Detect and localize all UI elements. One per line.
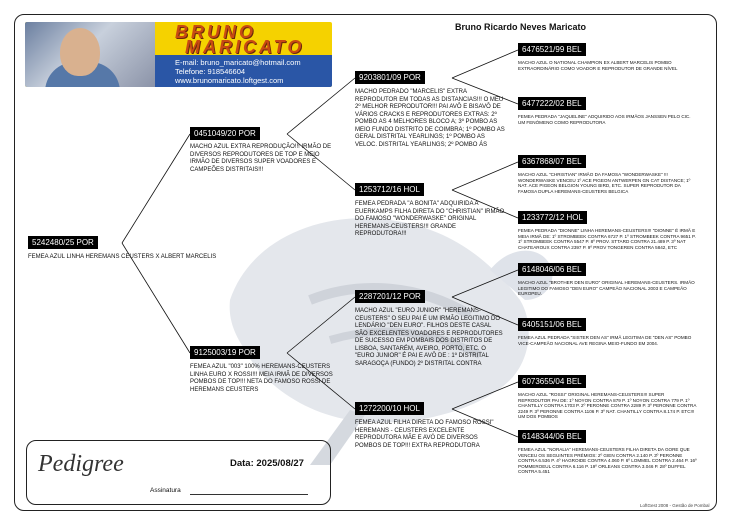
dam-id: 9125003/19 POR <box>190 346 260 359</box>
dam-dam-description: FEMEA AZUL FILHA DIRETA DO FAMOSO ROSSI" HEREMANS - CEUSTERS EXCELENTE REPRODUTORA MÃE E AVÓ DE DIVERSOS POMBOS DE TOP!!! EXTRA REPRODUTORA <box>355 420 494 449</box>
phone-text: Telefone: 918546604 <box>175 67 246 76</box>
ggp-6-description: FEMEA AZUL PEDRADA "SISTER DEN AS" IRMÃ LEGITIMA DE "DEN AS" POMBO VICE-CAMPEÃO NACIONAL AVE REGINA MEIO-FUNDO EM 2004. <box>518 335 692 346</box>
sire-dam-id: 1253712/16 HOL <box>355 183 424 196</box>
sire-description: MACHO AZUL EXTRA REPRODUÇÃO!!! IRMÃO DE DIVERSOS REPRODUTORES DE TOP E MEIO IRMÃO DE DIVERSOS SUPER VOADORES E CAMPEÕES DISTRITAIS!!! <box>190 144 332 173</box>
ggp-1-id: 6476521/99 BEL <box>518 43 586 56</box>
ggp-6-id: 6405151/06 BEL <box>518 318 586 331</box>
ggp-1-description: MACHO AZUL O NATIONAL CHAMPION EX ALBERT MARCELIS POMBO EXTRAORDINÁRIO COMO VOADOR E REPRODUTOR DE GRANDE NÍVEL <box>518 60 678 71</box>
ggp-5-id: 6148046/06 BEL <box>518 263 586 276</box>
ggp-7-description: MACHO AZUL "ROSSI" ORIGINAL HEREMANS-CEUSTERS!!! SUPER REPRODUTOR PAI DE: 1º NOYON CONTRA 879 P. 1º NOYON CONTRA 779 P. 1º CHANTILLY CONTRA 1703 P. 2º PERONNE CONTRA 2289 P. 3º PERONNE CONTRA 2249 P. 3º PERONNE CONTRA 1106 P. 3º NAT. CHANTILLY CONTRA 8.174 P. ETC!!! UM DOS POMBOS <box>518 392 697 420</box>
sire-dam-description: FEMEA PEDRADA "A BONITA" ADQUIRIDA A EUERKAMPS FILHA DIRETA DO "CHRISTIAN" IRMÃO DO FAMOSO "WONDERWASKE" ORIGINAL HEREMANS-CEUSTERS!!! GRANDE REPRODUTORA!!! <box>355 201 505 237</box>
owner-title: Bruno Ricardo Neves Maricato <box>455 22 587 32</box>
dam-sire-id: 2287201/12 POR <box>355 290 425 303</box>
dam-description: FEMEA AZUL "003" 100% HEREMANS-CEUSTERS LINHA EURO X ROSSI!!! MEIA IRMÃ DE DIVERSOS POMBOS DE TOP!!! NETA DO FAMOSO ROSSI DE HEREMANS CEUSTERS <box>190 364 333 393</box>
dam-sire-description: MACHO AZUL "EURO JUNIOR" "HEREMANS-CEUSTERS" O SEU PAI É UM IRMÃO LEGITIMO DO LENDÁRIO "DEN EURO". FILHOS DESTE CASAL SÃO EXCELENTES VOADORES E REPRODUTORES DE SUCESSO EM POMBAIS DOS DISTRITOS DE LISBOA, SANTARÉM, AVEIRO, PORTO, ETC. O "EURO JUNIOR" É PAI E AVÔ DE : 1º DISTRITAL SARAGOÇA (FUNDO) 2º DISTRITAL CONTRA <box>355 308 503 367</box>
ggp-4-id: 1233772/12 HOL <box>518 211 587 224</box>
ggp-2-description: FEMEA PEDRADA "JAQUELINE" ADQUIRIDO AOS IRMÃOS JANSSEN PELO CIC. UM FENÓMENO COMO REPRODUTORA <box>518 114 691 125</box>
subject-id: 5242480/25 POR <box>28 236 98 249</box>
sire-sire-description: MACHO PEDRADO "MARCELIS" EXTRA REPRODUTOR EM TODAS AS DISTANCIAS!!! O MEU 2º MELHOR REPRODUTOR!!! PAI AVÔ E BISAVÔ DE VÁRIOS CRACKS E REPRODUTORES EXTRAS: 2º POMBO AS 4 MELHORES BLOCO A; 3º POMBO AS MEIO FUNDO DISTRITO DE COIMBRA; 1º POMBO AS GERAL DISTRITAL YEARLINGS; 1º POMBO AS VELOC. DISTRITAL YEARLINGS; 2º POMBO ÁS <box>355 89 505 148</box>
banner-name-last: MARICATO <box>185 37 305 57</box>
ggp-7-id: 6073655/04 BEL <box>518 375 586 388</box>
issue-date: Data: 2025/08/27 <box>230 458 304 469</box>
ggp-5-description: MACHO AZUL "BROTHER DEN EURO" ORIGINAL HEREMANS-CEUSTERS. IRMÃO LEGITIMO DO FAMOSO "DEN EURO" CAMPEÃO NACIONAL 2003 E CAMPEÃO EUROPEU. <box>518 280 695 297</box>
subject-description: FEMEA AZUL LINHA HEREMANS CEUSTERS X ALBERT MARCELIS <box>28 254 217 260</box>
sire-sire-id: 9203801/09 POR <box>355 71 425 84</box>
ggp-8-id: 6148344/06 BEL <box>518 430 586 443</box>
ggp-8-description: FEMEA AZUL "NORALIA" HEREMANS-CEUSTERS FILHA DIRETA DA GORE QUE VENCEU OS SEGUINTES PRÉMIOS: 2º GIEN CONTRA 2.140 P. 3º PERONNE CONTRA 6.536 P. 4º HAGROIDE CONTRA 4.060 P. 6º LOMMEL CONTRA 2.464 P. 16º POMMEROEUL CONTRA 6.116 P. 19º ORLEANS CONTRA 3.046 P. 28º DUFFEL CONTRA 5.451 <box>518 447 697 475</box>
email-text: E-mail: bruno_maricato@hotmail.com <box>175 58 301 67</box>
dam-dam-id: 1272200/10 HOL <box>355 402 424 415</box>
sire-id: 0451049/20 POR <box>190 127 260 140</box>
website-text: www.brunomaricato.loftgest.com <box>175 76 284 85</box>
banner-name-first: BRUNO <box>175 22 256 42</box>
pedigree-logo: Pedigree <box>38 451 124 477</box>
ggp-3-id: 6367868/07 BEL <box>518 155 586 168</box>
ggp-3-description: MACHO AZUL "CHRISTIAN" IRMÃO DA FAMOSA "WONDERWASKE" !!! WONDERWASKE VENCEU 1º ACE PIGEON ANTWERPEN GN CAT DISTANCE; 1º NAT. ACE PIGEON BELGION YOUNG BIRD, ETC. SUPER REPRODUTOR DA FAMOSA DUPLA HEREMANS-CEUSTERS BELGICA <box>518 172 691 194</box>
footer-credit: LoftGest 2008 - Gestão de Pombal <box>640 503 710 508</box>
signature-label: Assinatura <box>150 487 181 494</box>
ggp-2-id: 6477222/02 BEL <box>518 97 586 110</box>
ggp-4-description: FEMEA PEDRADA "DIONNE" LINHA HEREMANS-CEUSTERS!!! "DIONNE" É IRMÃ E MEIA IRMÃ DE: 1º STROMBEEK CONTRA 6727 P. 1º STROMBEEK CONTRA 9651 P. 1º STROMBEEK CONTRA 5547 P. 8º PROV. STTARD CONTRA 21.489 P. 3º NAT CHATEAROUX CONTRA 2397 P. 9º PROV TONGEREN CONTRA 5842, ETC <box>518 228 696 250</box>
signature-line <box>190 494 308 495</box>
